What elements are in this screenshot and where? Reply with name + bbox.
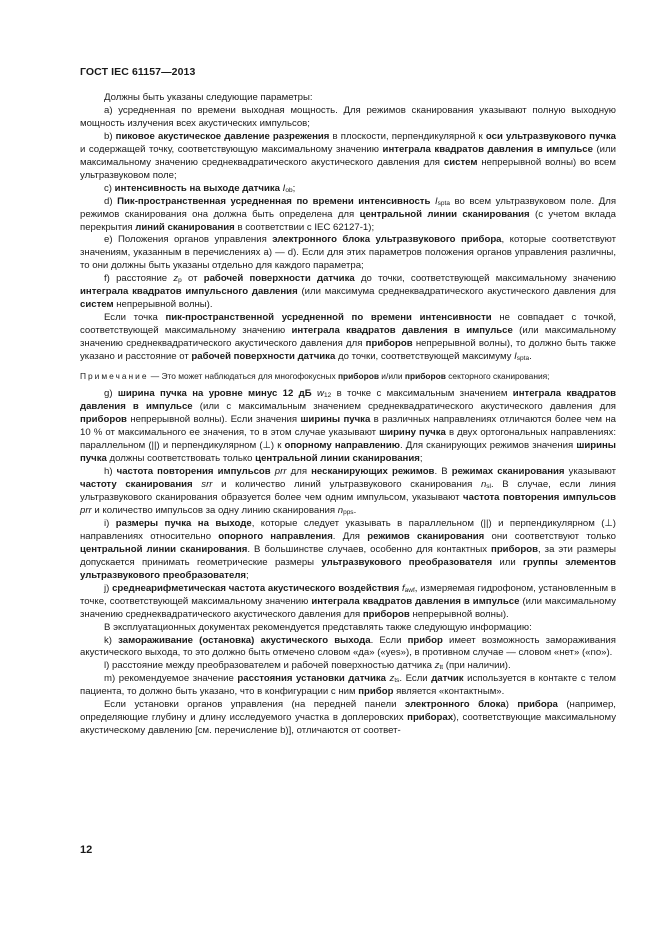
paragraph: В эксплуатационных документах рекомендуется представлять также следующую информацию:: [104, 621, 532, 633]
paragraph: e) Положения органов управления электронного блока ультразвукового прибора, которые соответствуют значениям, указанным в перечислениях a) — d). Если для этих параметров положения органов управления различны, то они должны быть указаны отдельно для каждого параметра;: [80, 234, 617, 272]
paragraph: h) частота повторения импульсов prr для несканирующих режимов. В режимах сканирования указывают частоту сканирования srr и количество линий ультразвукового сканирования $n_{sl}$. В случае, если линия ультразвукового сканирования образуется более чем одним импульсом, указывают частота повторения импульсов prr и количество импульсов за одну линию сканирования $n_{pps}$.: [80, 466, 617, 516]
paragraph: d) Пик-пространственная усредненная по времени интенсивность $I_{spta}$ во всем ультразвуковом поле. Для режимов сканирования она должна быть определена для центральной линии сканирования (с учетом вклада перекрытия линий сканирования в соответствии с IEC 62127-1);: [80, 195, 617, 233]
paragraph: k) замораживание (остановка) акустического выхода. Если прибор имеет возможность замораживания акустического выхода, то это должно быть отмечено словом «да» («yes»), в противном случае — словом «нет» («no»).: [80, 634, 616, 659]
paragraph: c) интенсивность на выходе датчика $I_{ob}$;: [104, 182, 296, 194]
page-header: ГОСТ IEC 61157—2013: [80, 66, 196, 78]
document-body: [80, 92, 616, 738]
paragraph: Если точка пик-пространственной усредненной по времени интенсивности не совпадает с точкой, соответствующей максимальному значению интеграла квадратов давления в импульсе (или максимальному значению среднеквадратического акустического давления для приборов непрерывной волны), то должно быть также указано и расстояние от рабочей поверхности датчика до точки, соответствующей максимуму $I_{spta}$.: [80, 312, 616, 363]
paragraph: l) расстояние между преобразователем и рабочей поверхностью датчика $z_{tt}$ (при наличии).: [104, 660, 511, 672]
note: Примечание — Это может наблюдаться для многофокусных приборов и/или приборов секторного сканирования;: [80, 371, 550, 382]
paragraph: Должны быть указаны следующие параметры:: [104, 92, 313, 103]
paragraph: j) среднеарифметическая частота акустического воздействия $f_{awf}$, измеряемая гидрофоном, установленным в точке, соответствующей максимальному значению интеграла квадратов давления в импульсе (или максимальному значению среднеквадратического акустического давления для приборов непрерывной волны).: [80, 582, 616, 620]
paragraph: i) размеры пучка на выходе, которые следует указывать в параллельном (||) и перпендикулярном (⊥) направлениях относительно опорного направления. Для режимов сканирования они соответствуют только центральной линии сканирования. В большинстве случаев, особенно для контактных приборов, за эти размеры допускается принимать геометрические размеры ультразвукового преобразователя или группы элементов ультразвукового преобразователя;: [80, 517, 617, 581]
paragraph: m) рекомендуемое значение расстояния установки датчика $z_{ts}$. Если датчик используется в контакте с телом пациента, то должно быть указано, что в конфигурации с ним прибор является «контактным».: [80, 673, 616, 698]
paragraph: b) пиковое акустическое давление разрежения в плоскости, перпендикулярной к оси ультразвукового пучка и содержащей точку, соответствующую максимальному значению интеграла квадратов давления в импульсе (или максимальному значению среднеквадратического акустического давления для систем непрерывной волны) во всем ультразвуковом поле;: [80, 130, 616, 181]
page-number: 12: [80, 844, 93, 856]
paragraph: Если установки органов управления (на передней панели электронного блока) прибора (например, определяющие глубину и длину исследуемого участка в доплеровских приборах), соответствующие максимальному акустическому давлению [см. перечисление b)], отличаются от соответ-: [80, 699, 616, 737]
paragraph: g) ширина пучка на уровне минус 12 дБ $w_{12}$ в точке с максимальным значением интеграла квадратов давления в импульсе (или с максимальным значением среднеквадратического акустического давления для приборов непрерывной волны). Если значения ширины пучка в различных направлениях отличаются более чем на 10 % от максимального ее значения, то в этом случае указывают ширину пучка в двух ортогональных направлениях: параллельном (||) и перпендикулярном (⊥) к опорному направлению. Для сканирующих режимов значения ширины пучка должны соответствовать только центральной линии сканирования;: [80, 388, 617, 465]
paragraph: f) расстояние $z_p$ от рабочей поверхности датчика до точки, соответствующей максимальному значению интеграла квадратов импульсного давления (или максимума среднеквадратического акустического давления для систем непрерывной волны).: [80, 273, 617, 311]
paragraph: a) усредненная по времени выходная мощность. Для режимов сканирования указывают полную выходную мощность излучения всех акустических импульсов;: [80, 104, 616, 129]
